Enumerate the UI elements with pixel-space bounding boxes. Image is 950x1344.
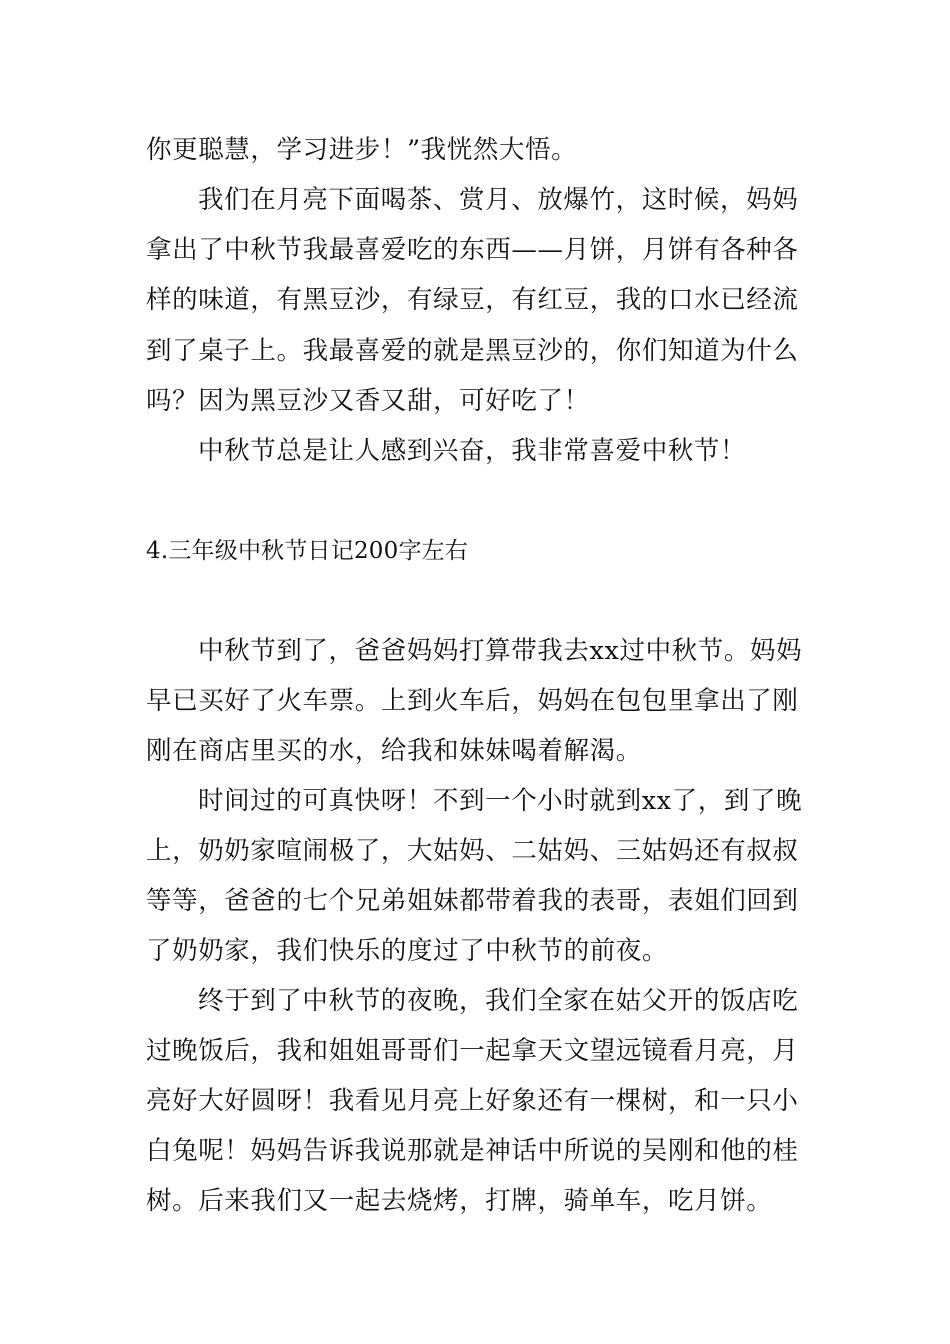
text-line: 你更聪慧，学习进步！”我恍然大悟。 [146,135,578,165]
text-line: 了奶奶家，我们快乐的度过了中秋节的前夜。 [146,936,669,966]
text-line: 早已买好了火车票。上到火车后，妈妈在包包里拿出了刚 [146,686,799,716]
paragraph-first-line: 时间过的可真快呀！不到一个小时就到xx了，到了晚 [198,786,803,816]
text-line: 等等，爸爸的七个兄弟姐妹都带着我的表哥，表姐们回到 [146,886,799,916]
text-line: 吗？因为黑豆沙又香又甜，可好吃了！ [146,386,590,416]
text-line: 亮好大好圆呀！我看见月亮上好象还有一棵树，和一只小 [146,1086,799,1116]
text-line: 白兔呢！妈妈告诉我说那就是神话中所说的吴刚和他的桂 [146,1136,799,1166]
text-line: 刚在商店里买的水，给我和妹妹喝着解渴。 [146,736,642,766]
text-line: 样的味道，有黑豆沙，有绿豆，有红豆，我的口水已经流 [146,285,799,315]
paragraph-first-line: 我们在月亮下面喝茶、赏月、放爆竹，这时候，妈妈 [198,185,799,215]
text-line: 拿出了中秋节我最喜爱吃的东西——月饼，月饼有各种各 [146,235,799,265]
paragraph-first-line: 中秋节到了，爸爸妈妈打算带我去xx过中秋节。妈妈 [198,636,803,666]
paragraph-first-line: 中秋节总是让人感到兴奋，我非常喜爱中秋节！ [198,436,747,466]
text-line: 树。后来我们又一起去烧烤，打牌，骑单车，吃月饼。 [146,1186,773,1216]
text-line: 过晚饭后，我和姐姐哥哥们一起拿天文望远镜看月亮，月 [146,1036,799,1066]
section-heading: 4.三年级中秋节日记200字左右 [146,538,469,564]
paragraph-first-line: 终于到了中秋节的夜晚，我们全家在姑父开的饭店吃 [198,986,799,1016]
text-line: 上，奶奶家喧闹极了，大姑妈、二姑妈、三姑妈还有叔叔 [146,836,799,866]
text-line: 到了桌子上。我最喜爱的就是黑豆沙的，你们知道为什么 [146,336,799,366]
